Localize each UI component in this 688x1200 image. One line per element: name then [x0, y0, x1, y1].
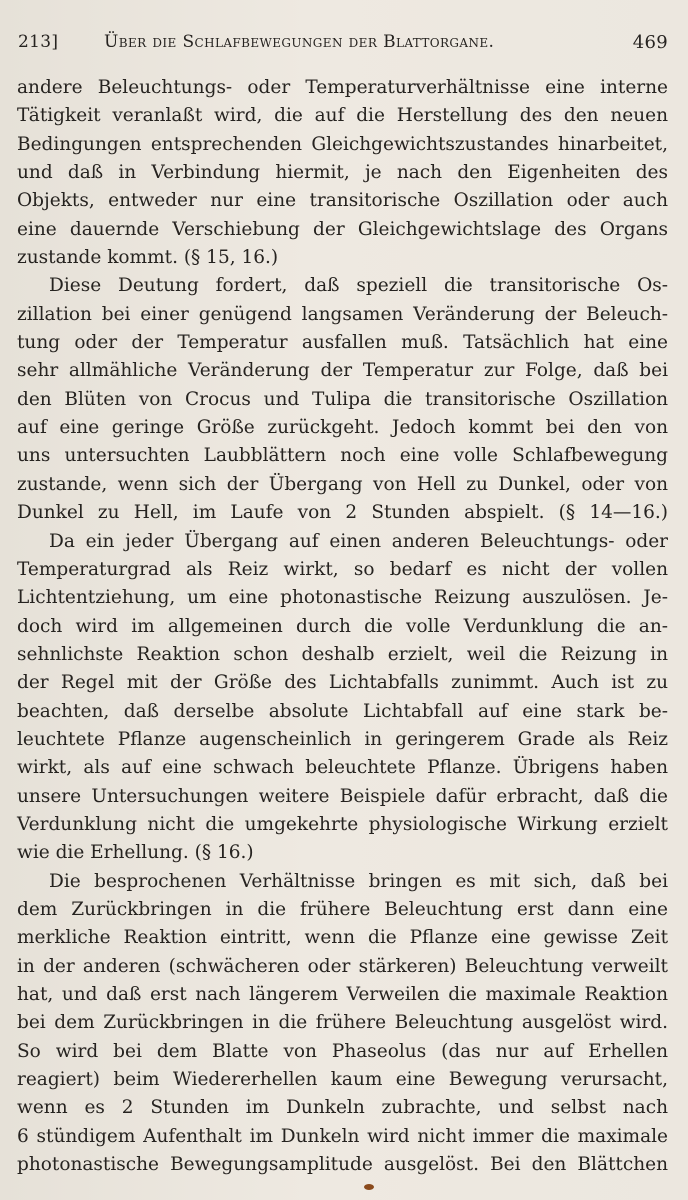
text-line: Objekts, entweder nur eine transitorische Oszillation oder auch: [17, 190, 668, 212]
text-line: andere Beleuchtungs- oder Temperaturverhältnisse eine interne: [17, 77, 668, 98]
text-line: photonastische Bewegungsamplitude ausgelöst. Bei den Blättchen: [17, 1154, 668, 1176]
text-line: 6 stündigem Aufenthalt im Dunkeln wird nicht immer die maximale: [17, 1125, 668, 1147]
text-line: Bedingungen entsprechenden Gleichgewichtszustandes hinarbeitet,: [17, 133, 668, 155]
text-line: eine dauernde Verschiebung der Gleichgewichtslage des Organs: [17, 218, 668, 240]
text-line: Tätigkeit veranlaßt wird, die auf die Herstellung des den neuen: [17, 105, 668, 127]
running-head: [18, 32, 668, 58]
text-line: wenn es 2 Stunden im Dunkeln zubrachte, und selbst nach: [17, 1097, 668, 1119]
text-line: doch wird im allgemeinen durch die volle Verdunklung die an-: [17, 615, 668, 637]
body-text: [17, 74, 668, 1179]
text-line: den Blüten von Crocus und Tulipa die transitorische Oszillation: [17, 388, 668, 410]
text-line: bei dem Zurückbringen in die frühere Beleuchtung ausgelöst wird.: [17, 1012, 668, 1034]
text-line: leuchtete Pflanze augenscheinlich in geringerem Grade als Reiz: [17, 728, 668, 750]
text-line: beachten, daß derselbe absolute Lichtabfall auf eine stark be-: [17, 700, 668, 722]
text-line: und daß in Verbindung hiermit, je nach den Eigenheiten des: [17, 162, 668, 184]
ink-blot: [364, 1184, 374, 1190]
text-line: wirkt, als auf eine schwach beleuchtete Pflanze. Übrigens haben: [17, 757, 668, 779]
text-line: reagiert) beim Wiedererhellen kaum eine Bewegung verursacht,: [17, 1069, 668, 1091]
text-line: unsere Untersuchungen weitere Beispiele dafür erbracht, daß die: [17, 785, 668, 807]
section-number: 213]: [18, 32, 59, 52]
chapter-title: Über die Schlafbewegungen der Blattorgane.: [104, 32, 495, 52]
text-line: Lichtentziehung, um eine photonastische Reizung auszulösen. Je-: [17, 587, 668, 609]
page-number: 469: [632, 32, 668, 53]
text-line: Da ein jeder Übergang auf einen anderen Beleuchtungs- oder: [49, 530, 668, 552]
text-line: Temperaturgrad als Reiz wirkt, so bedarf es nicht der vollen: [17, 558, 668, 580]
text-line: zustande kommt. (§ 15, 16.): [17, 247, 279, 269]
text-line: So wird bei dem Blatte von Phaseolus (das nur auf Erhellen: [17, 1040, 668, 1062]
text-line: Diese Deutung fordert, daß speziell die transitorische Os-: [49, 275, 668, 297]
text-line: Verdunklung nicht die umgekehrte physiologische Wirkung erzielt: [17, 813, 668, 835]
text-line: in der anderen (schwächeren oder stärkeren) Beleuchtung verweilt: [17, 955, 668, 977]
text-line: Dunkel zu Hell, im Laufe von 2 Stunden abspielt. (§ 14—16.): [17, 502, 668, 524]
text-line: Die besprochenen Verhältnisse bringen es mit sich, daß bei: [49, 870, 668, 892]
text-line: zustande, wenn sich der Übergang von Hell zu Dunkel, oder von: [17, 473, 668, 495]
text-line: uns untersuchten Laubblättern noch eine volle Schlafbewegung: [17, 445, 668, 467]
text-line: der Regel mit der Größe des Lichtabfalls zunimmt. Auch ist zu: [17, 672, 668, 694]
text-line: merkliche Reaktion eintritt, wenn die Pflanze eine gewisse Zeit: [17, 927, 668, 949]
text-line: sehr allmähliche Veränderung der Temperatur zur Folge, daß bei: [17, 360, 668, 382]
text-line: auf eine geringe Größe zurückgeht. Jedoch kommt bei den von: [17, 417, 668, 439]
text-line: dem Zurückbringen in die frühere Beleuchtung erst dann eine: [17, 898, 668, 920]
text-line: hat, und daß erst nach längerem Verweilen die maximale Reaktion: [17, 984, 668, 1005]
text-line: wie die Erhellung. (§ 16.): [17, 842, 254, 864]
text-line: tung oder der Temperatur ausfallen muß. Tatsächlich hat eine: [17, 332, 668, 354]
text-line: zillation bei einer genügend langsamen Veränderung der Beleuch-: [17, 303, 668, 325]
text-line: sehnlichste Reaktion schon deshalb erzielt, weil die Reizung in: [17, 643, 668, 665]
